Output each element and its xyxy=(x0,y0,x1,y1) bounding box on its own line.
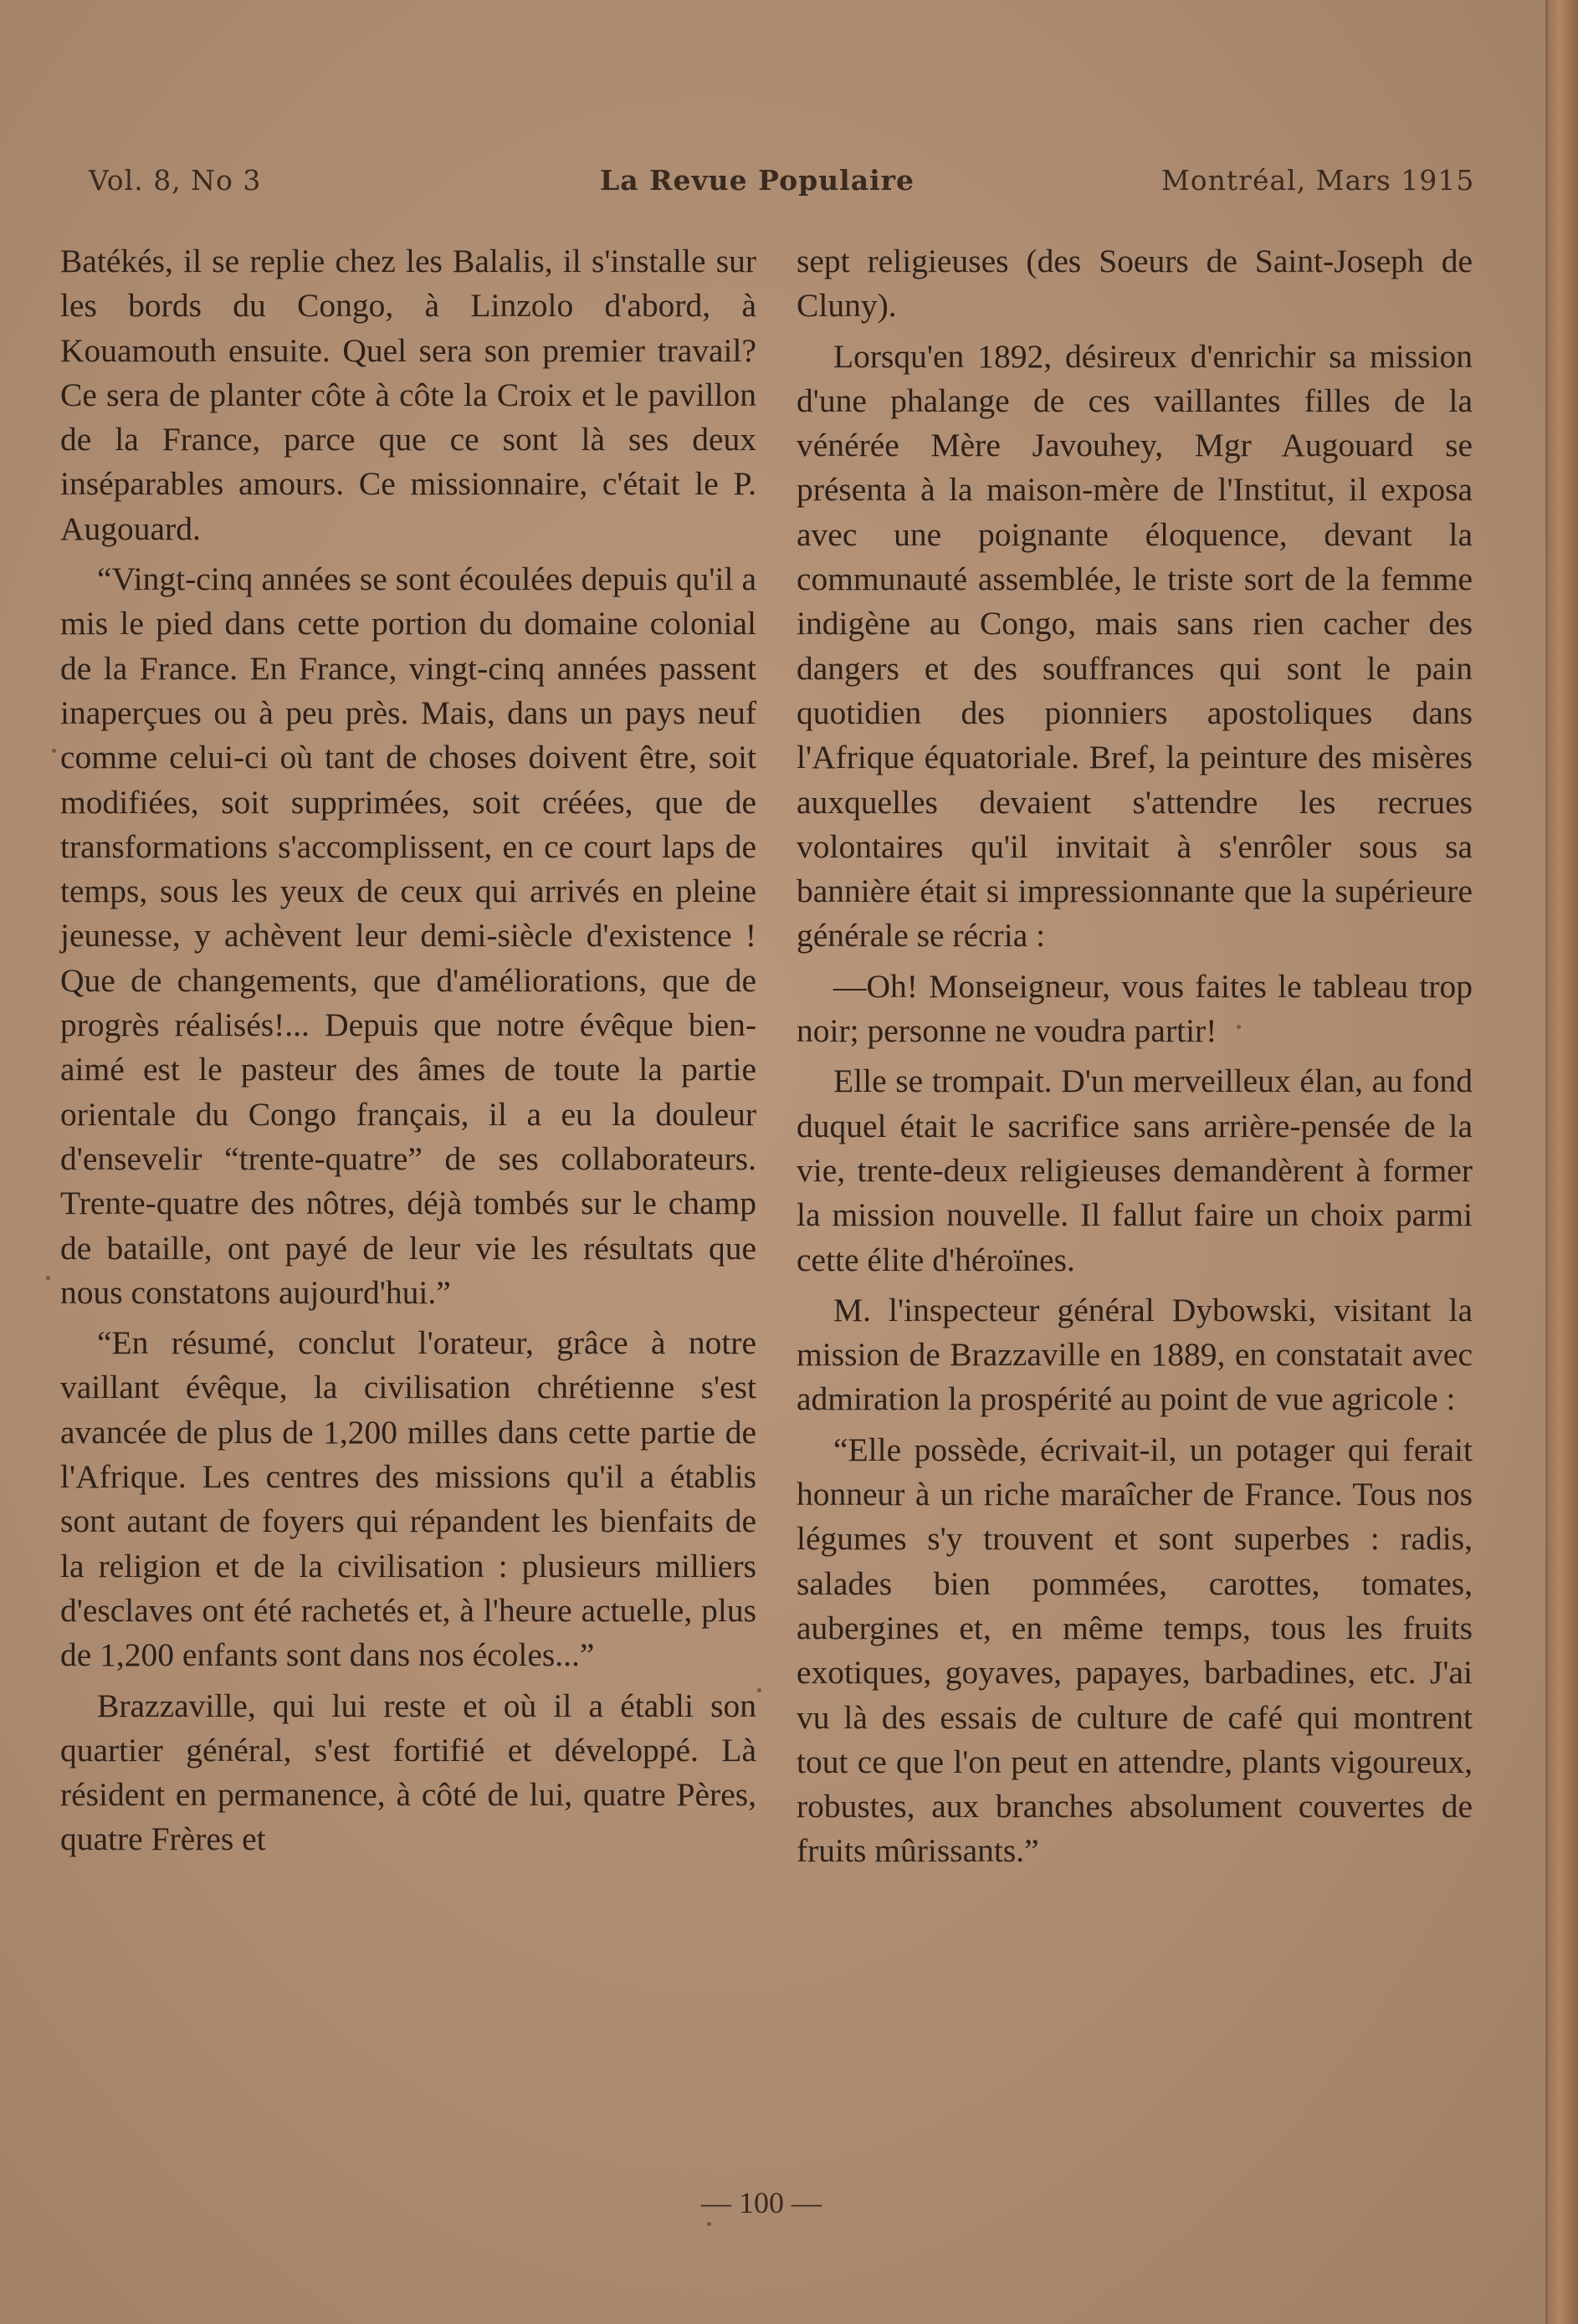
paragraph: “Vingt-cinq années se sont écoulées depuis qu'il a mis le pied dans cette portion du domaine colonial de la France. En France, vingt-cinq années passent inaperçues ou à peu près. Mais, dans un pays neuf comme celui-ci où tant de choses doivent être, soit modifiées, soit supprimées, soit créées, que de transformations s'accomplissent, en ce court laps de temps, sous les yeux de ceux qui arrivés en pleine jeunesse, y achèvent leur demi-siècle d'existence ! Que de changements, que d'améliorations, que de progrès réalisés!... Depuis que notre évêque bien-aimé est le pasteur des âmes de toute la partie orientale du Congo français, il a eu la douleur d'ensevelir “trente-quatre” de ses collaborateurs. Trente-quatre des nôtres, déjà tombés sur le champ de bataille, ont payé de leur vie les résultats que nous constatons aujourd'hui.” xyxy=(60,561,756,1311)
paragraph: —Oh! Monseigneur, vous faites le tableau trop noir; personne ne voudra partir! xyxy=(797,967,1473,1050)
paragraph: Batékés, il se replie chez les Balalis, il s'installe sur les bords du Congo, à Linzolo d'abord, à Kouamouth ensuite. Quel sera son premier travail? Ce sera de planter côte à côte la Croix et le pavillon de la France, parce que ce sont là ses deux inséparables amours. Ce missionnaire, c'était le P. Augouard. xyxy=(60,243,756,547)
left-column xyxy=(60,239,756,1868)
paper-speck xyxy=(1237,1025,1241,1029)
journal-title: La Revue Populaire xyxy=(600,164,915,197)
paper-speck xyxy=(707,2222,711,2226)
paragraph: “Elle possède, écrivait-il, un potager qui ferait honneur à un riche maraîcher de France. Tous nos légumes s'y trouvent et sont superbes : radis, salades bien pommées, carottes, tomates, aubergines et, en même temps, tous les fruits exotiques, goyaves, papayes, barbadines, etc. J'ai vu là des essais de culture de café qui montrent tout ce que l'on peut en attendre, plants vigoureux, robustes, aux branches absolument couvertes de fruits mûrissants.” xyxy=(797,1431,1473,1870)
paper-speck xyxy=(46,1276,50,1280)
paragraph: Lorsqu'en 1892, désireux d'enrichir sa mission d'une phalange de ces vaillantes filles de la vénérée Mère Javouhey, Mgr Augouard se présenta à la maison-mère de l'Institut, il exposa avec une poignante éloquence, devant la communauté assemblée, le triste sort de la femme indigène au Congo, mais sans rien cacher des dangers et des souffrances qui sont le pain quotidien des pionniers apostoliques dans l'Afrique équatoriale. Bref, la peinture des misères auxquelles devaient s'attendre les recrues volontaires qu'il invitait à s'enrôler sous sa bannière était si impressionnante que la supérieure générale se récria : xyxy=(797,337,1473,955)
volume-number: Vol. 8, No 3 xyxy=(89,164,262,197)
right-column xyxy=(797,239,1473,1880)
paragraph: Elle se trompait. D'un merveilleux élan, au fond duquel était le sacrifice sans arrière-pensée de la vie, trente-deux religieuses demandèrent à former la mission nouvelle. Il fallut faire un choix parmi cette élite d'héroïnes. xyxy=(797,1062,1473,1278)
page-number: — 100 — xyxy=(701,2186,822,2219)
paper-speck xyxy=(52,749,56,753)
paragraph: Brazzaville, qui lui reste et où il a établi son quartier général, s'est fortifié et développé. Là résident en permanence, à côté de lui, quatre Pères, quatre Frères et xyxy=(60,1687,756,1858)
page-edge xyxy=(1548,0,1578,2324)
paragraph: sept religieuses (des Soeurs de Saint-Joseph de Cluny). xyxy=(797,243,1473,325)
paper-speck xyxy=(757,1688,761,1692)
paragraph: “En résumé, conclut l'orateur, grâce à notre vaillant évêque, la civilisation chrétienne s'est avancée de plus de 1,200 milles dans cette partie de l'Afrique. Les centres des missions qu'il a établis sont autant de foyers qui répandent les bienfaits de la religion et de la civilisation : plusieurs milliers d'esclaves ont été rachetés et, à l'heure actuelle, plus de 1,200 enfants sont dans nos écoles...” xyxy=(60,1324,756,1674)
place-date: Montréal, Mars 1915 xyxy=(1161,164,1475,197)
paragraph: M. l'inspecteur général Dybowski, visitant la mission de Brazzaville en 1889, en constatait avec admiration la prospérité au point de vue agricole : xyxy=(797,1291,1473,1418)
